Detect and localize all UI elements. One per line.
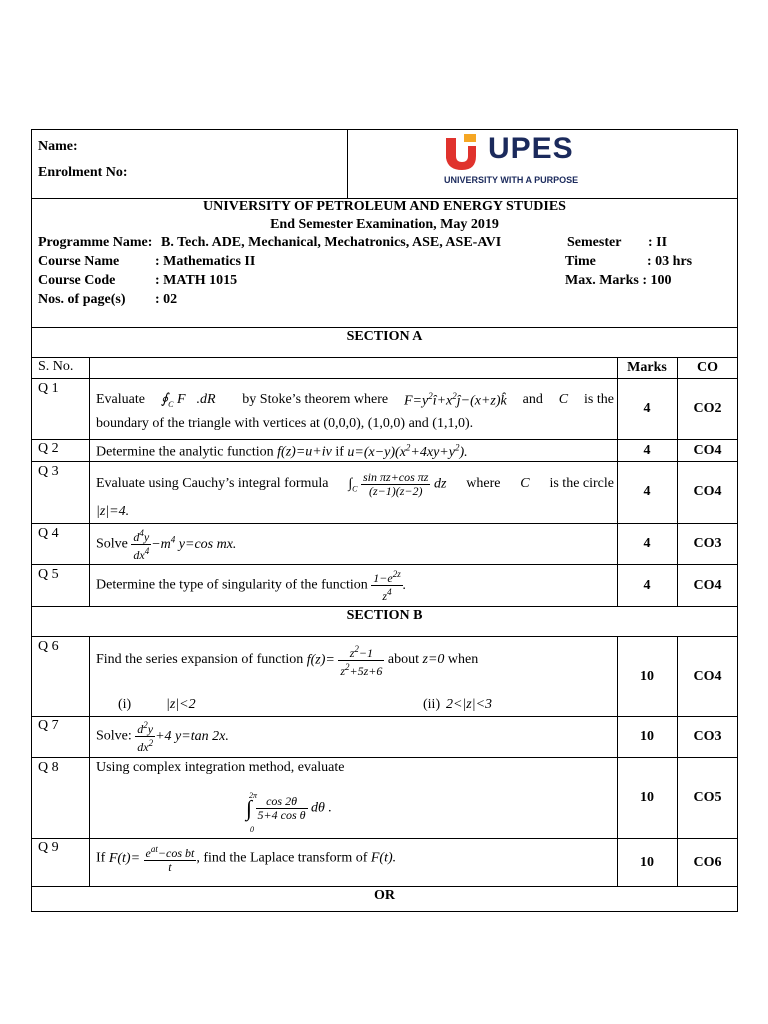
math-formula: $u=(x-y)(x^2+4xy+y^2)$. [347, 442, 468, 460]
question-text: Solve: $\frac{d^2y}{dx^2}$ +4 y=tan 2x. [96, 720, 229, 754]
question-number: Q 4 [38, 526, 59, 541]
math-formula: $∮_C$ F⃗.dR⃗ [160, 392, 227, 409]
question-text: Find the series expansion of function f(z)= $\frac{z^2-1}{z^2+5z+6}$ about z=0 when (i) |z|<2 (ii) 2<|z|<3 [96, 643, 493, 712]
question-co: CO4 [693, 484, 722, 499]
question-marks: 4 [643, 578, 651, 593]
question-text: If F(t)= $\frac{e^{at}-\cos bt}{t}$ , find the Laplace transform of F(t). [96, 844, 397, 874]
question-number: Q 1 [38, 381, 59, 396]
course-name-value: : Mathematics II [155, 254, 256, 269]
section-b-heading: SECTION B [346, 608, 423, 623]
question-number: Q 7 [38, 718, 59, 733]
question-co: CO3 [693, 536, 722, 551]
question-text: Evaluate using Cauchy’s integral formula $\int_C$ $\frac{\text{sin πz+cos πz}}{(z-1)(z-2)}$ dz where C is the circle |z|=4. [96, 469, 614, 519]
question-marks: 10 [640, 729, 654, 744]
course-code-value: : MATH 1015 [155, 273, 238, 288]
math-formula: ∫ 2π 0 $\frac{\cos 2\theta}{\text{5+4 cos θ}}$ dθ . [246, 791, 332, 834]
question-marks: 4 [643, 484, 651, 499]
question-number: Q 9 [38, 840, 59, 855]
question-co: CO4 [693, 578, 722, 593]
logo-wordmark: UPES [488, 132, 574, 165]
math-formula: $\frac{1-e^{2z}}{z^4}$ . [373, 569, 407, 603]
col-header-sno: S. No. [38, 359, 74, 374]
question-marks: 10 [640, 855, 654, 870]
header-box [31, 129, 738, 199]
math-formula: f(z)= $\frac{z^2-1}{z^2+5z+6}$ [306, 643, 383, 678]
math-formula: f(z)=u+iv [277, 444, 336, 460]
math-formula: |z|<2 [166, 697, 196, 712]
math-formula: F(t)= $\frac{e^{at}-\cos bt}{t}$ [108, 844, 195, 874]
question-text: Determine the analytic function f(z)=u+iv if $u=(x-y)(x^2+4xy+y^2)$. [96, 442, 468, 460]
logo-tagline: UNIVERSITY WITH A PURPOSE [444, 175, 579, 185]
time-value: : 03 hrs [647, 254, 693, 269]
upes-logo [440, 130, 590, 190]
or-divider-text: OR [374, 888, 395, 903]
university-title: UNIVERSITY OF PETROLEUM AND ENERGY STUDIES [203, 199, 566, 214]
question-number: Q 6 [38, 639, 59, 654]
question-co: CO5 [693, 790, 722, 805]
question-text: Solve $\frac{d^4y}{dx^4}$ $-m^4$ y=cos mx. [96, 528, 237, 562]
course-name-label: Course Name [38, 254, 120, 269]
math-formula: |z|=4. [96, 504, 130, 519]
section-a-heading: SECTION A [346, 329, 423, 344]
pages-label: Nos. of page(s) [38, 292, 126, 307]
math-formula: 2<|z|<3 [446, 697, 493, 712]
question-co: CO2 [693, 401, 722, 416]
question-text: Evaluate $∮_C$ F⃗.dR⃗ by Stoke’s theorem where $F=y^2î+x^2ĵ-(x+z)k̂$ and C is the boundary of the triangle with vertices at (0,0,0), (1,0,0) and (1,1,0). [96, 390, 614, 431]
col-header-marks: Marks [627, 360, 667, 375]
course-code-label: Course Code [38, 273, 116, 288]
enrolment-label: Enrolment No: [38, 165, 128, 180]
question-text: Determine the type of singularity of the function $\frac{1-e^{2z}}{z^4}$ . [96, 569, 407, 603]
question-marks: 4 [643, 443, 651, 458]
math-formula: $\frac{d^2y}{dx^2}$ +4 y=tan 2x. [137, 720, 229, 754]
pages-value: : 02 [155, 292, 178, 307]
question-co: CO4 [693, 443, 722, 458]
question-number: Q 8 [38, 760, 59, 775]
programme-value: B. Tech. ADE, Mechanical, Mechatronics, ASE, ASE-AVI [161, 235, 502, 250]
exam-title: End Semester Examination, May 2019 [270, 217, 499, 232]
math-formula: F(t). [370, 850, 397, 866]
question-text: Using complex integration method, evaluate [96, 760, 345, 775]
question-marks: 4 [643, 401, 651, 416]
semester-value: : II [648, 235, 668, 250]
question-number: Q 3 [38, 464, 59, 479]
col-header-co: CO [697, 360, 718, 375]
question-co: CO3 [693, 729, 722, 744]
question-co: CO4 [693, 669, 722, 684]
question-marks: 4 [643, 536, 651, 551]
semester-label: Semester [567, 235, 622, 250]
question-co: CO6 [693, 855, 722, 870]
max-marks: Max. Marks : 100 [565, 273, 672, 288]
question-marks: 10 [640, 790, 654, 805]
question-number: Q 5 [38, 567, 59, 582]
upes-logo-mark-icon [442, 132, 482, 172]
time-label: Time [565, 254, 596, 269]
programme-label: Programme Name: [38, 235, 153, 250]
math-formula: $\frac{d^4y}{dx^4}$ $-m^4$ y=cos mx. [133, 528, 237, 562]
name-label: Name: [38, 139, 78, 154]
math-formula: $F=y^2î+x^2ĵ-(x+z)k̂$ [403, 390, 507, 409]
question-number: Q 2 [38, 441, 59, 456]
math-formula: $\int_C$ $\frac{\text{sin πz+cos πz}}{(z-1)(z-2)}$ dz [348, 469, 447, 498]
question-marks: 10 [640, 669, 654, 684]
header-divider [347, 129, 348, 199]
